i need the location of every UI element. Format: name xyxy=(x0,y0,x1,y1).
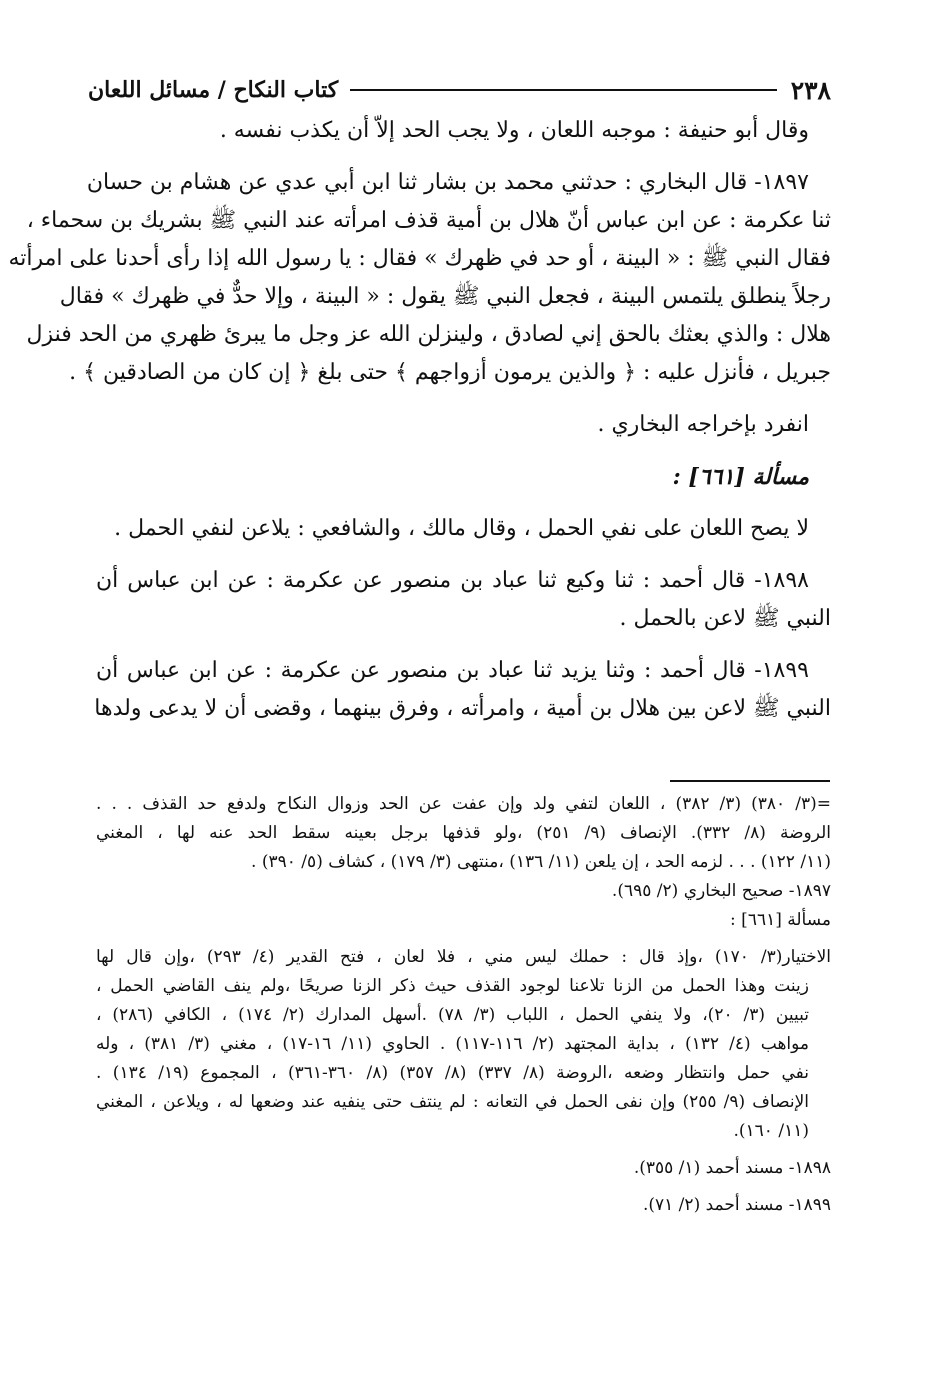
text-line: رجلاً ينطلق يلتمس البينة ، فجعل النبي ﷺ يقول : « البينة ، وإلا حدٌّ في ظهرك » فقال xyxy=(59,284,831,309)
page-number: ٢٣٨ xyxy=(790,75,831,105)
issue-heading: مسألة [٦٦١] : xyxy=(672,464,809,490)
text-line: ١٨٩٩- قال أحمد : وثنا يزيد ثنا عباد بن منصور عن عكرمة : عن ابن عباس أن xyxy=(96,658,809,683)
text-line: ١٨٩٨- قال أحمد : ثنا وكيع ثنا عباد بن منصور عن عكرمة : عن ابن عباس أن xyxy=(96,568,809,593)
text-line: هلال : والذي بعثك بالحق إني لصادق ، ولينزلن الله عز وجل ما يبرئ ظهري من الحد فنزل xyxy=(26,322,831,347)
text-line: فقال النبي ﷺ : « البينة ، أو حد في ظهرك » فقال : يا رسول الله إذا رأى أحدنا على امرأته xyxy=(8,246,831,271)
footnote-issue-heading: مسألة [٦٦١] : xyxy=(730,910,831,930)
text-line: وقال أبو حنيفة : موجبه اللعان ، ولا يجب الحد إلاّ أن يكذب نفسه . xyxy=(219,118,809,143)
footnote-line: الاختيار(٣/ ١٧٠) ،وإذ قال : حملك ليس مني ، فلا لعان ، فتح القدير (٤/ ٢٩٣) ،وإن قال لها xyxy=(96,947,832,967)
footnote-line: (١١/ ١٦٠). xyxy=(733,1121,809,1141)
footnote-continued xyxy=(96,790,831,877)
footnote-line: =(٣/ ٣٨٠) (٣/ ٣٨٢) ، اللعان لتفي ولد وإن عفت عن الحد وزوال النكاح ولدفع حد القذف . . . xyxy=(96,794,831,814)
footnote-1897: ١٨٩٧- صحيح البخاري (٢/ ٦٩٥). xyxy=(611,881,831,901)
footnote-line: تبيين (٣/ ٢٠)، ولا ينفي الحمل ، اللباب (٣/ ٧٨) .أسهل المدارك (٢/ ١٧٤) ، الكافي (٢٨٦) ، xyxy=(96,1005,809,1025)
footnote-line: زينت وهذا الحمل من الزنا تلاعنا لوجود القذف حيث ذكر الزنا صريحًا ،ولم ينف القاضي الحمل ، xyxy=(96,976,809,996)
header-rule xyxy=(350,89,777,91)
footnote-line: نفي حمل وانتظار وضعه ،الروضة (٨/ ٣٣٧) (٨/ ٣٥٧) (٨/ ٣٦٠-٣٦١) ، المجموع (١٩/ ١٣٤) . xyxy=(96,1063,809,1083)
text-line: النبي ﷺ لاعن بالحمل . xyxy=(619,606,831,631)
text-line: النبي ﷺ لاعن بين هلال بن أمية ، وامرأته ، وفرق بينهما ، وقضى أن لا يدعى ولدها xyxy=(94,696,831,721)
infarada-note: انفرد بإخراجه البخاري . xyxy=(597,412,809,437)
footnotes xyxy=(96,790,831,1220)
footnote-issue xyxy=(96,943,831,1146)
text-line: جبريل ، فأنزل عليه : ﴿ والذين يرمون أزواجهم ﴾ حتى بلغ ﴿ إن كان من الصادقين ﴾ . xyxy=(69,360,831,385)
hadith-1898 xyxy=(96,562,831,638)
hadith-1899 xyxy=(96,652,831,728)
main-text xyxy=(8,112,831,728)
running-title: كتاب النكاح / مسائل اللعان xyxy=(88,77,339,103)
footnote-line: (١١/ ١٢٢) . . . لزمه الحد ، إن يلعن (١١/ ١٣٦) ،منتهى (٣/ ١٧٩) ، كشاف (٥/ ٣٩٠) . xyxy=(251,852,831,872)
issue-text: لا يصح اللعان على نفي الحمل ، وقال مالك ، والشافعي : يلاعن لنفي الحمل . xyxy=(114,516,809,541)
text-line: ١٨٩٧- قال البخاري : حدثني محمد بن بشار ثنا ابن أبي عدي عن هشام بن حسان xyxy=(86,170,809,195)
footnote-line: مواهب (٤/ ١٣٢) ، بداية المجتهد (٢/ ١١٦-١١٧) . الحاوي (١١/ ١٦-١٧) ، مغني (٣/ ٣٨١) ، وله xyxy=(96,1034,810,1054)
footnote-line: الإنصاف (٩/ ٢٥٥) وإن نفى الحمل في التعانه : لم ينتف حتى ينفيه عند وضعها له ، ويلاعن ، المغني xyxy=(96,1092,809,1112)
footnote-1899: ١٨٩٩- مسند أحمد (٢/ ٧١). xyxy=(642,1195,831,1215)
footnote-separator xyxy=(670,780,830,782)
hadith-1897 xyxy=(8,164,831,392)
footnote-1898: ١٨٩٨- مسند أحمد (١/ ٣٥٥). xyxy=(633,1158,831,1178)
text-line: ثنا عكرمة : عن ابن عباس أنّ هلال بن أمية قذف امرأته عند النبي ﷺ بشريك بن سحماء ، xyxy=(26,208,831,233)
page-header xyxy=(88,72,831,108)
footnote-line: الروضة (٨/ ٣٣٢). الإنصاف (٩/ ٢٥١) ،ولو قذفها برجل بعينه سقط الحد عنه لها ، المغني xyxy=(96,823,831,843)
